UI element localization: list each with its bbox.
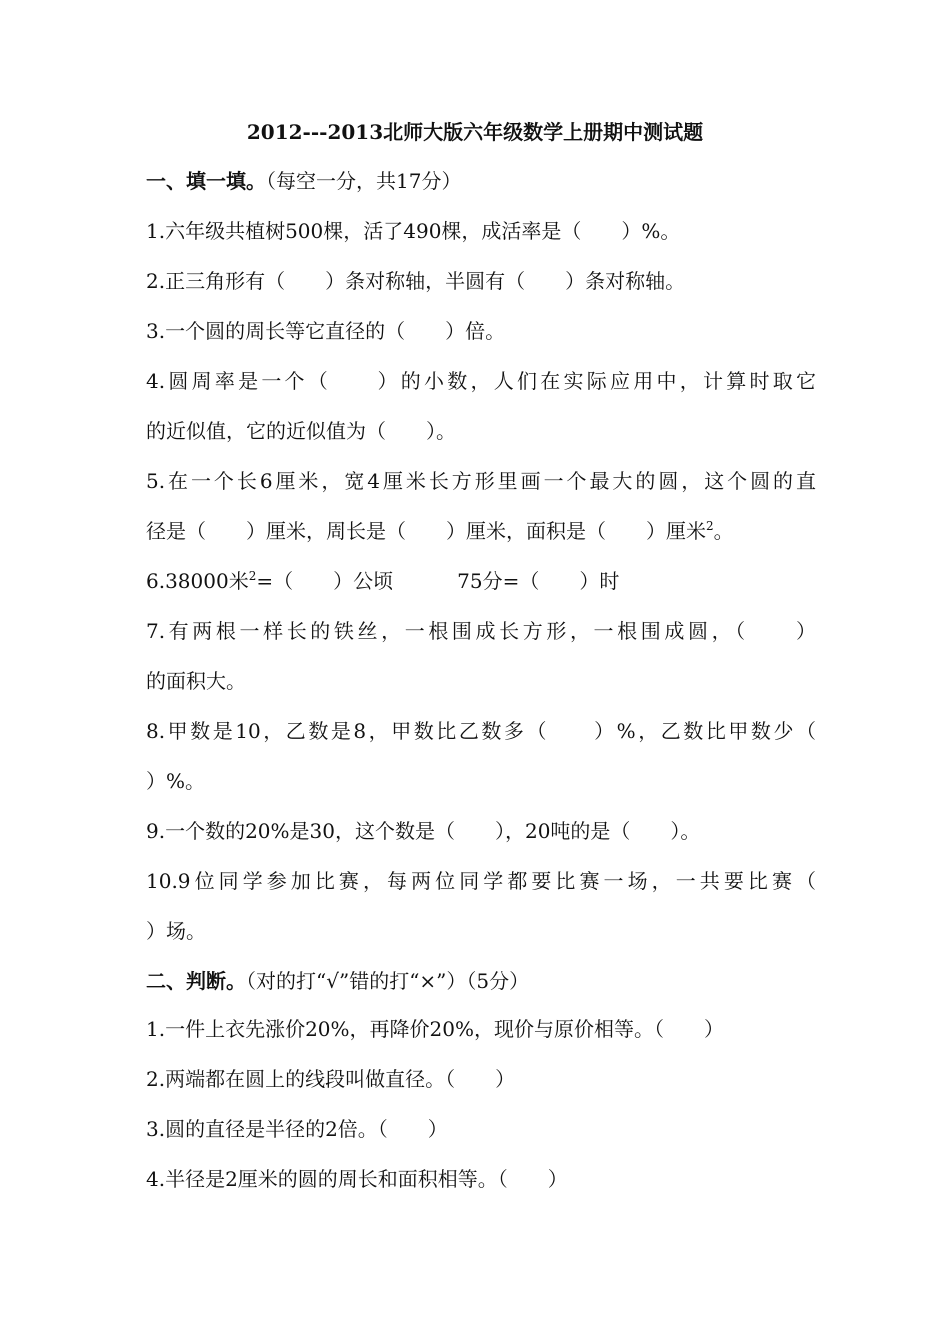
question-1-8-line2: ）%。 <box>146 769 206 793</box>
question-1-6 <box>146 566 816 596</box>
question-1-5-line2-end: 。 <box>713 519 734 543</box>
question-2-2: 2.两端都在圆上的线段叫做直径。（ ） <box>146 1067 516 1091</box>
question-1-9: 9.一个数的20%是30，这个数是（ ），20吨的是（ ）。 <box>146 819 701 843</box>
section2-heading: 二、判断。 <box>146 969 246 993</box>
question-1-6-part1: 6.38000米 <box>146 569 249 593</box>
question-1-7-line2: 的面积大。 <box>146 669 246 693</box>
question-1-8-line1: 8.甲数是10，乙数是8，甲数比乙数多（ ）%，乙数比甲数少（ <box>146 719 816 743</box>
question-1-4-line2: 的近似值，它的近似值为（ ）。 <box>146 419 456 443</box>
question-1-4-line1: 4.圆周率是一个（ ）的小数，人们在实际应用中，计算时取它 <box>146 369 816 393</box>
superscript-2: 2 <box>248 569 257 583</box>
question-2-1: 1.一件上衣先涨价20%，再降价20%，现价与原价相等。（ ） <box>146 1017 724 1041</box>
section1-heading: 一、填一填。 <box>146 169 266 193</box>
question-1-3: 3.一个圆的周长等它直径的（ ）倍。 <box>146 319 506 343</box>
question-1-6-part2: =（ ）公顷 <box>256 569 394 593</box>
page-title: 2012---2013北师大版六年级数学上册期中测试题 <box>246 120 704 144</box>
question-1-1: 1.六年级共植树500棵，活了490棵，成活率是（ ）%。 <box>146 219 681 243</box>
question-2-3: 3.圆的直径是半径的2倍。（ ） <box>146 1117 448 1141</box>
question-1-5-line2 <box>146 516 816 546</box>
question-1-10-line2: ）场。 <box>146 919 206 943</box>
superscript-2: 2 <box>706 519 714 533</box>
question-1-10-line1: 10.9位同学参加比赛，每两位同学都要比赛一场，一共要比赛（ <box>146 869 816 893</box>
section2-header <box>146 966 816 996</box>
question-1-2: 2.正三角形有（ ）条对称轴，半圆有（ ）条对称轴。 <box>146 269 686 293</box>
section1-note: （每空一分，共17分） <box>266 169 462 193</box>
section1-header <box>146 166 816 196</box>
question-2-4: 4.半径是2厘米的圆的周长和面积相等。（ ） <box>146 1167 568 1191</box>
question-1-7-line1: 7.有两根一样长的铁丝，一根围成长方形，一根围成圆，（ ） <box>146 619 816 643</box>
question-1-5-line2-text: 径是（ ）厘米，周长是（ ）厘米，面积是（ ）厘米 <box>146 519 706 543</box>
question-1-5-line1: 5.在一个长6厘米，宽4厘米长方形里画一个最大的圆，这个圆的直 <box>146 469 816 493</box>
section2-note: （对的打“√”错的打“×”）（5分） <box>246 969 530 993</box>
question-1-6-part3: 75分=（ ）时 <box>457 569 620 593</box>
